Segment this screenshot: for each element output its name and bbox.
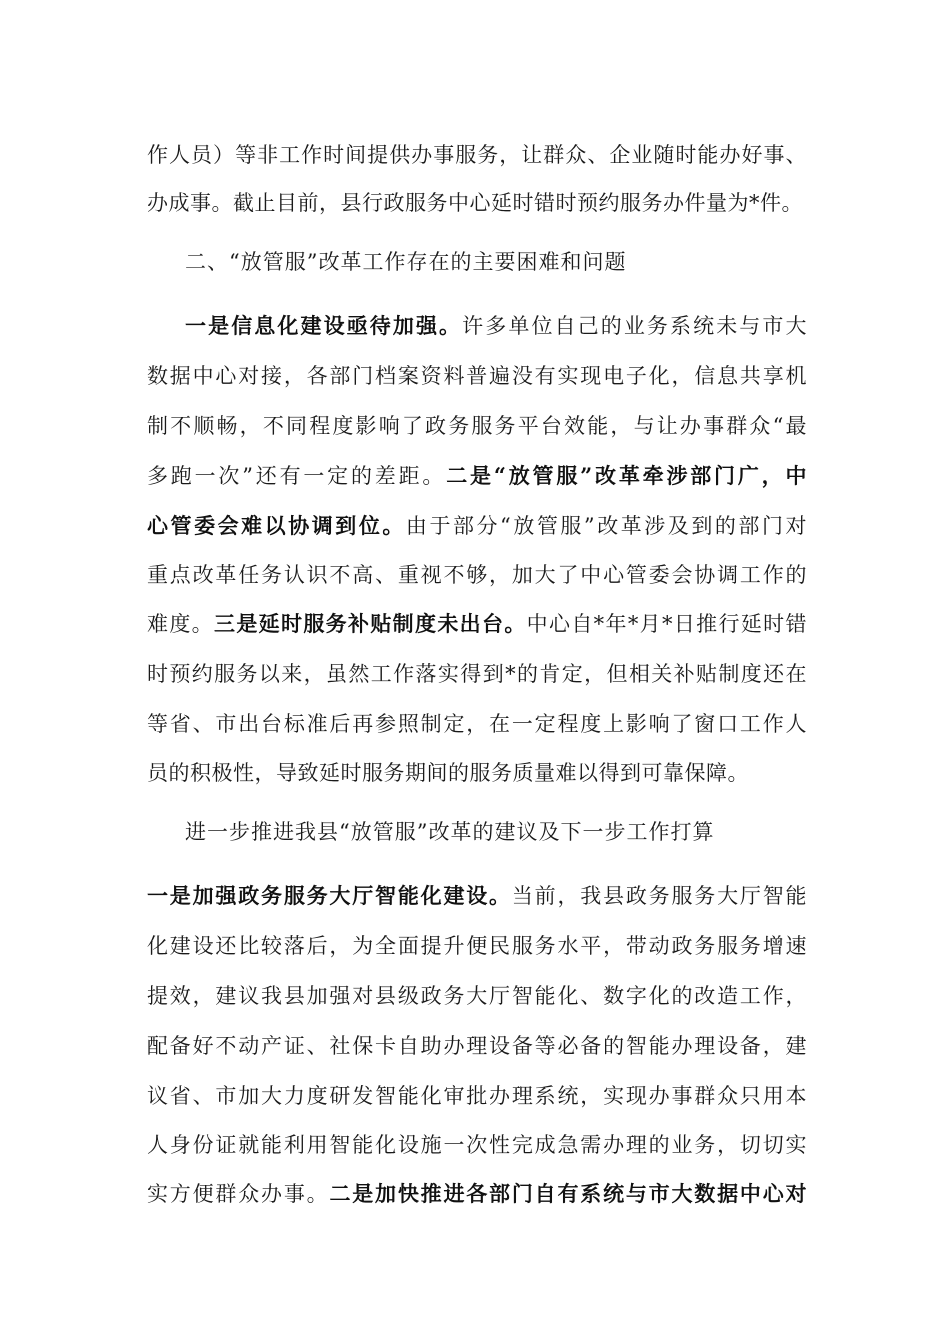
bold-lead: 一是加强政务服务大厅智能化建设。 <box>147 883 512 908</box>
paragraph-line: 数据中心对接，各部门档案资料普遍没有实现电子化，信息共享机 <box>147 364 807 388</box>
bold-lead: 一是信息化建设亟待加强。 <box>185 313 463 338</box>
paragraph-line: 员的积极性，导致延时服务期间的服务质量难以得到可靠保障。 <box>147 761 749 785</box>
paragraph-line: 提效，建议我县加强对县级政务大厅智能化、数字化的改造工作， <box>147 984 807 1008</box>
paragraph-line: 制不顺畅，不同程度影响了政务服务平台效能，与让办事群众“最 <box>147 414 807 438</box>
paragraph-line <box>147 458 807 494</box>
paragraph-line <box>185 308 807 344</box>
paragraph-line <box>147 1176 807 1212</box>
paragraph-line: 办成事。截止目前，县行政服务中心延时错时预约服务办件量为*件。 <box>147 191 803 215</box>
paragraph-line: 重点改革任务认识不高、重视不够，加大了中心管委会协调工作的 <box>147 563 807 587</box>
section-heading: 进一步推进我县“放管服”改革的建议及下一步工作打算 <box>185 820 715 844</box>
section-heading: 二、“放管服”改革工作存在的主要困难和问题 <box>185 250 627 274</box>
paragraph-line: 配备好不动产证、社保卡自助办理设备等必备的智能办理设备，建 <box>147 1034 807 1058</box>
text-run: 多跑一次”还有一定的差距。 <box>147 464 447 488</box>
paragraph-line: 化建设还比较落后，为全面提升便民服务水平，带动政务服务增速 <box>147 934 807 958</box>
text-run: 当前，我县政务服务大厅智能 <box>511 884 808 908</box>
bold-lead: 心管委会难以协调到位。 <box>147 513 406 538</box>
text-run: 中心自*年*月*日推行延时错 <box>526 612 808 636</box>
paragraph-line: 等省、市出台标准后再参照制定，在一定程度上影响了窗口工作人 <box>147 712 807 736</box>
paragraph-line <box>147 606 807 642</box>
bold-lead: 二是加快推进各部门自有系统与市大数据中心对 <box>329 1181 808 1206</box>
paragraph-line: 作人员）等非工作时间提供办事服务，让群众、企业随时能办好事、 <box>147 143 807 167</box>
text-run: 实方便群众办事。 <box>147 1182 330 1206</box>
bold-lead: 二是“放管服”改革牵涉部门广，中 <box>446 463 807 488</box>
paragraph-line <box>147 878 807 914</box>
paragraph-line <box>147 508 807 544</box>
text-run: 由于部分“放管服”改革涉及到的部门对 <box>405 514 807 538</box>
paragraph-line: 人身份证就能利用智能化设施一次性完成急需办理的业务，切切实 <box>147 1133 807 1157</box>
bold-lead: 三是延时服务补贴制度未出台。 <box>214 611 527 636</box>
paragraph-line: 时预约服务以来，虽然工作落实得到*的肯定，但相关补贴制度还在 <box>147 662 807 686</box>
paragraph-line: 议省、市加大力度研发智能化审批办理系统，实现办事群众只用本 <box>147 1084 807 1108</box>
text-run: 许多单位自己的业务系统未与市大 <box>462 314 808 338</box>
text-run: 难度。 <box>147 612 214 636</box>
